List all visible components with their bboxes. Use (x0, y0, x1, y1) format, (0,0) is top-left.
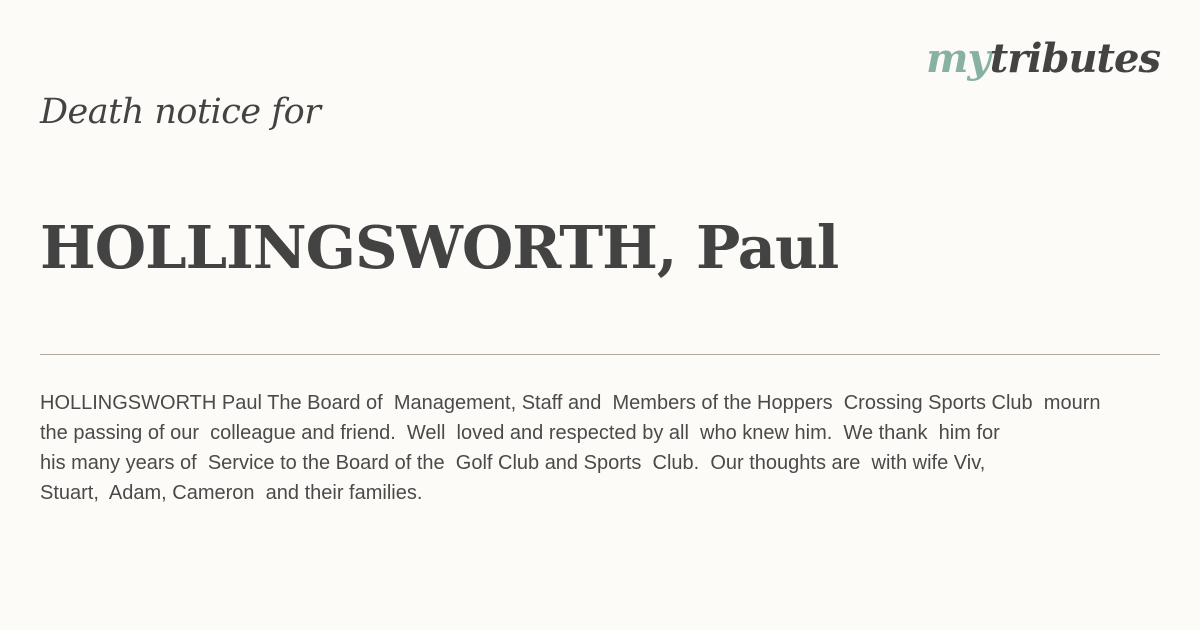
notice-body-line: the passing of our colleague and friend. Well loved and respected by all who knew him. We thank him for (40, 422, 1000, 444)
notice-body-line: HOLLINGSWORTH Paul The Board of Management, Staff and Members of the Hoppers Crossing Sports Club mourn (40, 392, 1101, 414)
logo-tributes-text: tributes (989, 35, 1160, 82)
notice-body (40, 388, 1190, 508)
mytributes-logo[interactable] (926, 30, 1160, 88)
notice-body-line: Stuart, Adam, Cameron and their families. (40, 482, 423, 504)
logo-my-text: my (926, 35, 990, 82)
notice-kicker: Death notice for (40, 92, 321, 132)
divider (40, 354, 1160, 355)
notice-body-line: his many years of Service to the Board of the Golf Club and Sports Club. Our thoughts are with wife Viv, (40, 452, 986, 474)
deceased-name: HOLLINGSWORTH, Paul (40, 213, 839, 282)
